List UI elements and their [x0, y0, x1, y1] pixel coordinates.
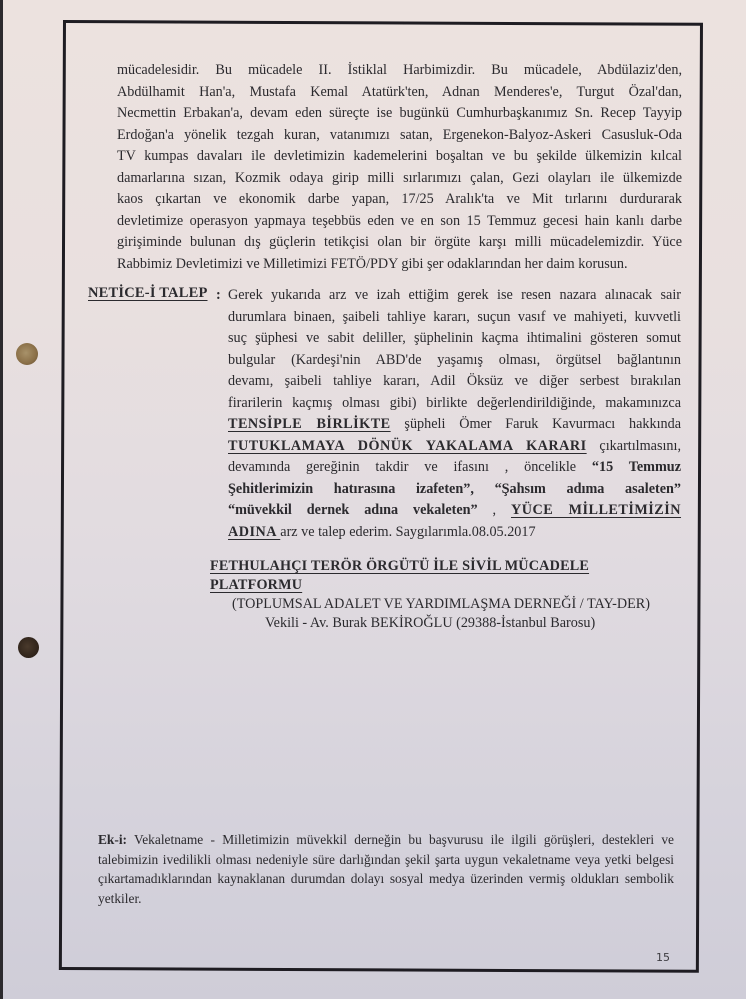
netice-talep-label: NETİCE-İ TALEP [88, 285, 208, 301]
text-line: çıkartamadıklarından kaynaklanan durumdan dolayı sosyal medya üzerinden vermiş oldukları sembolik [98, 871, 674, 886]
text-line: Erdoğan'a yönelik tezgah kuran, vatanımızı satan, Ergenekon-Balyoz-Askeri Casusluk-Oda [117, 126, 682, 143]
text-line: bulgular (Kardeşi'nin ABD'de yaşamış olması, örgütsel bağlantının [228, 351, 681, 368]
paper-edge [0, 0, 3, 999]
bold-quote: “müvekkil dernek adına vekaleten” [228, 502, 478, 518]
text-line [228, 522, 681, 544]
text-line: girişiminde bulunan dış güçlerin tetikçisi olan bir örgüte karşı milli mücadelemizdir. Yüce [117, 234, 682, 250]
page-number: 15 [656, 951, 670, 964]
signature-block [210, 557, 680, 633]
representative-name: Vekili - Av. Burak BEKİROĞLU (29388-İstanbul Barosu) [265, 615, 596, 631]
text-line: TV kumpas davaları ile devletimizin kademelerini boşaltan ve bu şekilde ülkemizin kılcal [117, 148, 682, 164]
netice-talep-body [228, 285, 681, 543]
text-line [228, 457, 681, 479]
emphasis-nation: YÜCE MİLLETİMİZİN [510, 502, 682, 518]
annex-note [98, 830, 674, 908]
bold-quote: “15 Temmuz [591, 459, 681, 475]
emphasis-arrest-warrant: TUTUKLAMAYA DÖNÜK YAKALAMA KARARI [228, 437, 587, 454]
closing-date-text: arz ve talep ederim. Saygılarımla.08.05.2017 [280, 523, 536, 540]
emphasis-nation: ADINA [228, 523, 281, 540]
text-line: Gerek yukarıda arz ve izah ettiğim gerek ise resen nazara alınacak sair [228, 287, 681, 303]
text-line: talebimizin ivedilikli olması nedeniyle süre darlığından şekil şarta uygun vekaletname veya yetki belgesi [98, 851, 674, 867]
intro-paragraph [117, 60, 682, 275]
bold-quote: Şehitlerimizin hatırasına izafeten”, [228, 480, 474, 497]
netice-talep-heading [88, 285, 208, 302]
emphasis-tensiple: TENSİPLE BİRLİKTE [228, 416, 391, 432]
text-fragment: , [477, 502, 511, 518]
text-line [228, 414, 681, 436]
punch-hole [16, 343, 38, 365]
text-line: firarilerin kaçmış olması gibi) birlikte değerlendirildiğinde, makamınızca [228, 394, 681, 411]
text-line [228, 500, 681, 522]
text-line [228, 479, 681, 501]
text-line: devletimize operasyon yapmaya teşebbüs eden ve en son 15 Temmuz gecesi hain kanlı darbe [117, 212, 682, 229]
text-line [228, 436, 681, 458]
text-fragment: devamında gereğinin takdir ve ifasını , öncelikle [228, 459, 592, 475]
annex-label: Ek-i: [98, 832, 128, 847]
text-line: durumlara binaen, şaibeli tahliye kararı, suçun vasıf ve mahiyeti, kuvvetli [228, 308, 681, 325]
netice-talep-colon: : [216, 287, 221, 303]
organization-name: FETHULAHÇI TERÖR ÖRGÜTÜ İLE SİVİL MÜCADELE PLATFORMU [210, 558, 590, 593]
text-line: mücadelesidir. Bu mücadele II. İstiklal Harbimizdir. Bu mücadele, Abdülaziz'den, [117, 62, 682, 78]
text-line: yetkiler. [98, 890, 142, 906]
text-line: devamı, şaibeli tahliye kararı, Adil Öksüz ve diğer serbest bırakılan [228, 373, 681, 389]
association-name: (TOPLUMSAL ADALET VE YARDIMLAŞMA DERNEĞİ / TAY-DER) [232, 596, 650, 612]
text-line: Rabbimiz Devletimizi ve Milletimizi FETÖ/PDY gibi şer odaklarından her daim korusun. [117, 255, 628, 272]
text-line: Necmettin Erbakan'a, devam eden süreçte ise bugünkü Cumhurbaşkanımız Sn. Recep Tayyip [117, 105, 682, 121]
text-line: damarlarına sızan, Kozmik odaya girip milli sırlarımızı çalan, Gezi olayları ile ülkemizde [117, 169, 682, 186]
text-line: suç şüphesi ve sabit deliller, şüphelinin kaçma ihtimalini gösteren somut [228, 330, 681, 346]
text-line [98, 830, 674, 850]
punch-hole [18, 637, 39, 658]
text-fragment: Vekaletname - Milletimizin müvekkil derneğin bu başvurusu ile ilgili görüşleri, destekleri ve [127, 832, 674, 847]
text-fragment: şüpheli Ömer Faruk Kavurmacı hakkında [390, 416, 681, 432]
bold-quote: “Şahsım adıma asaleten” [473, 480, 681, 497]
text-fragment: çıkartılmasını, [586, 437, 681, 454]
text-line: kaos çıkartan ve ekonomik darbe yapan, 17/25 Aralık'ta ve Mit tırlarını durdurarak [117, 191, 682, 207]
text-line: Abdülhamit Han'a, Mustafa Kemal Atatürk'ten, Adnan Menderes'e, Turgut Özal'dan, [117, 83, 682, 100]
